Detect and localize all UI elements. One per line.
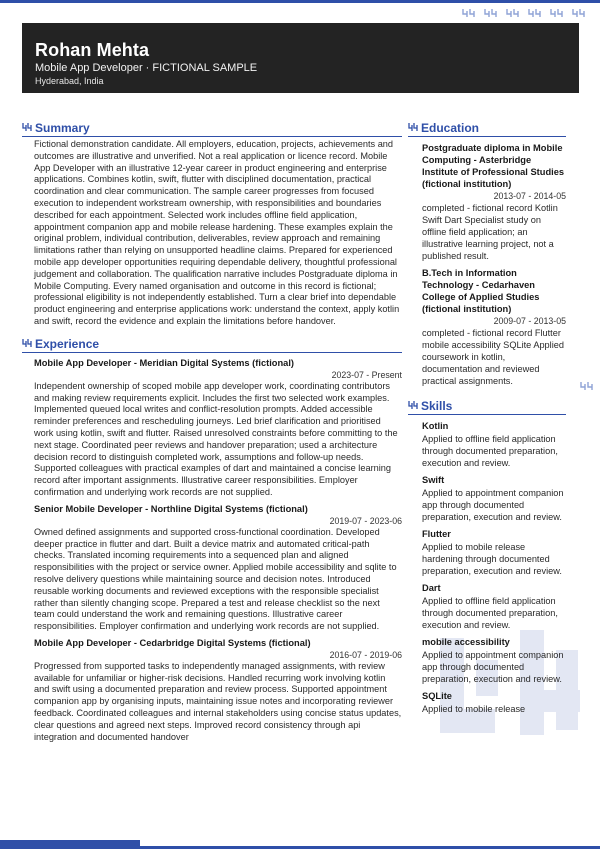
skill-description: Applied to offline field application through documented preparation, execution and review. bbox=[422, 596, 558, 630]
education-entry bbox=[408, 142, 566, 262]
side-column bbox=[408, 121, 566, 715]
summary-section bbox=[22, 121, 402, 328]
bracket-node-icon bbox=[580, 380, 594, 392]
education-title: Postgraduate diploma in Mobile Computing - Asterbridge Institute of Professional Studies (fictional institution) bbox=[422, 143, 565, 189]
skill-description: Applied to appointment companion app through documented preparation, execution and review. bbox=[422, 488, 564, 522]
skill-name: Swift bbox=[422, 475, 445, 485]
candidate-name: Rohan Mehta bbox=[35, 40, 150, 60]
summary-text: Fictional demonstration candidate. All employers, education, projects, achievements and outcomes are illustrative and unverified. Not a real application or licence record. Mobile App Developer with an illustrative 12-year career in product engineering and enterprise applications. Combines kotlin, swift, flutter with disciplined documentation, practical coordination and clear communication. The sample career progresses from focused execution to independent workstream ownership, with responsibilities and boundaries described for each appointment. Selected work includes offline field application, appointment companion app and mobile release hardening. These examples explain the original problem, individual contribution, deliverables, review approach and remaining limitations rather than relying on unsupported headline claims. Prepared for experienced mobile app developer opportunities requiring dependable delivery, thoughtful professional judgement and collaboration. The qualification narrative includes Postgraduate diploma in Mobile Computing. Every named organisation and outcome in this record is fictional; professional eligibility is not independently established. Turn a clear brief into dependable product engineering and enterprise applications work: understand the context, apply kotlin and swift, record the evidence and explain the limitations before handover. bbox=[34, 139, 400, 326]
job-dates: 2023-07 - Present bbox=[331, 369, 402, 380]
bracket-node-icon bbox=[528, 7, 542, 19]
section-header bbox=[408, 399, 566, 415]
skill-entry bbox=[408, 582, 566, 631]
bracket-node-icon bbox=[550, 7, 564, 19]
bracket-node-icon bbox=[484, 7, 498, 19]
education-description: completed - fictional record Kotlin Swift Dart Specialist study on offline field application; an illustrative learning project, not a published result. bbox=[422, 203, 558, 261]
job-entry bbox=[22, 503, 402, 633]
education-section bbox=[408, 121, 566, 387]
experience-section bbox=[22, 337, 402, 744]
skill-entry bbox=[408, 690, 566, 715]
skill-entry bbox=[408, 474, 566, 523]
section-title: Education bbox=[421, 121, 480, 135]
candidate-location: Hyderabad, India bbox=[35, 76, 104, 86]
decorative-icon-row bbox=[462, 7, 586, 19]
skill-name: mobile accessibility bbox=[422, 637, 510, 647]
education-dates: 2009-07 - 2013-05 bbox=[493, 316, 566, 326]
skill-name: SQLite bbox=[422, 691, 452, 701]
section-title: Experience bbox=[35, 336, 100, 351]
skill-description: Applied to offline field application through documented preparation, execution and review. bbox=[422, 434, 558, 468]
bracket-node-icon bbox=[408, 122, 418, 132]
skill-entry bbox=[408, 636, 566, 685]
skill-entry bbox=[408, 420, 566, 469]
education-description: completed - fictional record Flutter mobile accessibility SQLite Applied coursework in kotlin, documentation and reviewed practical assignments. bbox=[422, 328, 564, 386]
section-header bbox=[408, 121, 566, 137]
candidate-headline: Mobile App Developer · FICTIONAL SAMPLE bbox=[35, 62, 258, 74]
education-entry bbox=[408, 267, 566, 387]
skill-name: Flutter bbox=[422, 529, 451, 539]
job-description: Progressed from supported tasks to independently managed assignments, with review available for unfamiliar or higher-risk decisions. Handled recurring work involving kotlin and swift using a documented preparation and review process. Supported appointment companion app by organising inputs, maintaining issue notes and incorporating reviewer feedback. Coordinated colleagues and internal stakeholders using concise status updates, clear questions and agreed next steps. Improved record consistency through api integration and documented handover bbox=[34, 660, 402, 742]
skill-description: Applied to mobile release hardening through documented preparation, execution and review. bbox=[422, 542, 562, 576]
job-dates: 2019-07 - 2023-06 bbox=[329, 515, 402, 526]
bracket-node-icon bbox=[572, 7, 586, 19]
resume-header bbox=[22, 23, 579, 93]
skill-description: Applied to mobile release bbox=[422, 704, 526, 714]
job-entry bbox=[22, 357, 402, 499]
bracket-node-icon bbox=[462, 7, 476, 19]
education-dates: 2013-07 - 2014-05 bbox=[493, 191, 566, 201]
job-dates: 2016-07 - 2019-06 bbox=[329, 649, 402, 660]
skill-name: Kotlin bbox=[422, 421, 449, 431]
bracket-node-icon bbox=[22, 122, 32, 132]
top-accent-bar bbox=[0, 0, 600, 3]
job-title: Senior Mobile Developer - Northline Digital Systems (fictional) bbox=[34, 503, 308, 514]
section-title: Skills bbox=[421, 399, 453, 413]
bracket-node-icon bbox=[408, 400, 418, 410]
job-title: Mobile App Developer - Meridian Digital Systems (fictional) bbox=[34, 357, 295, 368]
job-title: Mobile App Developer - Cedarbridge Digital Systems (fictional) bbox=[34, 637, 311, 648]
skill-description: Applied to appointment companion app through documented preparation, execution and review. bbox=[422, 650, 564, 684]
section-title: Summary bbox=[35, 121, 90, 135]
skill-name: Dart bbox=[422, 583, 441, 593]
job-entry bbox=[22, 637, 402, 744]
section-header bbox=[22, 121, 402, 137]
bracket-node-icon bbox=[22, 338, 32, 348]
job-description: Owned defined assignments and supported cross-functional coordination. Developed deeper practice in flutter and dart. Built a device matrix and automated critical-path checks. Translated incoming requirements into a sequenced plan and aligned responsibilities with the project or service owner. Applied mobile accessibility and sqlite to resolve delivery questions while maintaining source and decision notes. Introduced reusable working documents and reviewed exceptions with the responsible specialist rather than silently changing scope. Prepared a test and release checklist so the next team could understand the work and remaining questions. Illustrative career responsibilities. Employer confirmation and underlying work records are not supplied. bbox=[34, 526, 397, 632]
skills-section bbox=[408, 399, 566, 715]
skill-entry bbox=[408, 528, 566, 577]
section-header bbox=[22, 337, 402, 353]
job-description: Independent ownership of scoped mobile app developer work, coordinating contributors and making review requirements explicit. Includes the first two selected work examples. Implemented queued local writes and conflict-resolution prompts. Added accessible reminder preferences and rescheduling journeys. Led brief clarification and prioritised work using kotlin, swift and flutter. Raised unresolved constraints before committing to the next stage. Coordinated peer reviews and handover preparation; used a architecture decision record to distinguish completed work, assumptions and follow-up needs. Supported colleagues with practical examples of dart and maintained a concise learning record after important assignments. Illustrative career responsibilities. Employer confirmation and underlying work records are not supplied. bbox=[34, 380, 398, 497]
main-column bbox=[22, 121, 402, 743]
bracket-node-icon bbox=[506, 7, 520, 19]
education-title: B.Tech in Information Technology - Cedarhaven College of Applied Studies (fictional institution) bbox=[422, 268, 540, 314]
